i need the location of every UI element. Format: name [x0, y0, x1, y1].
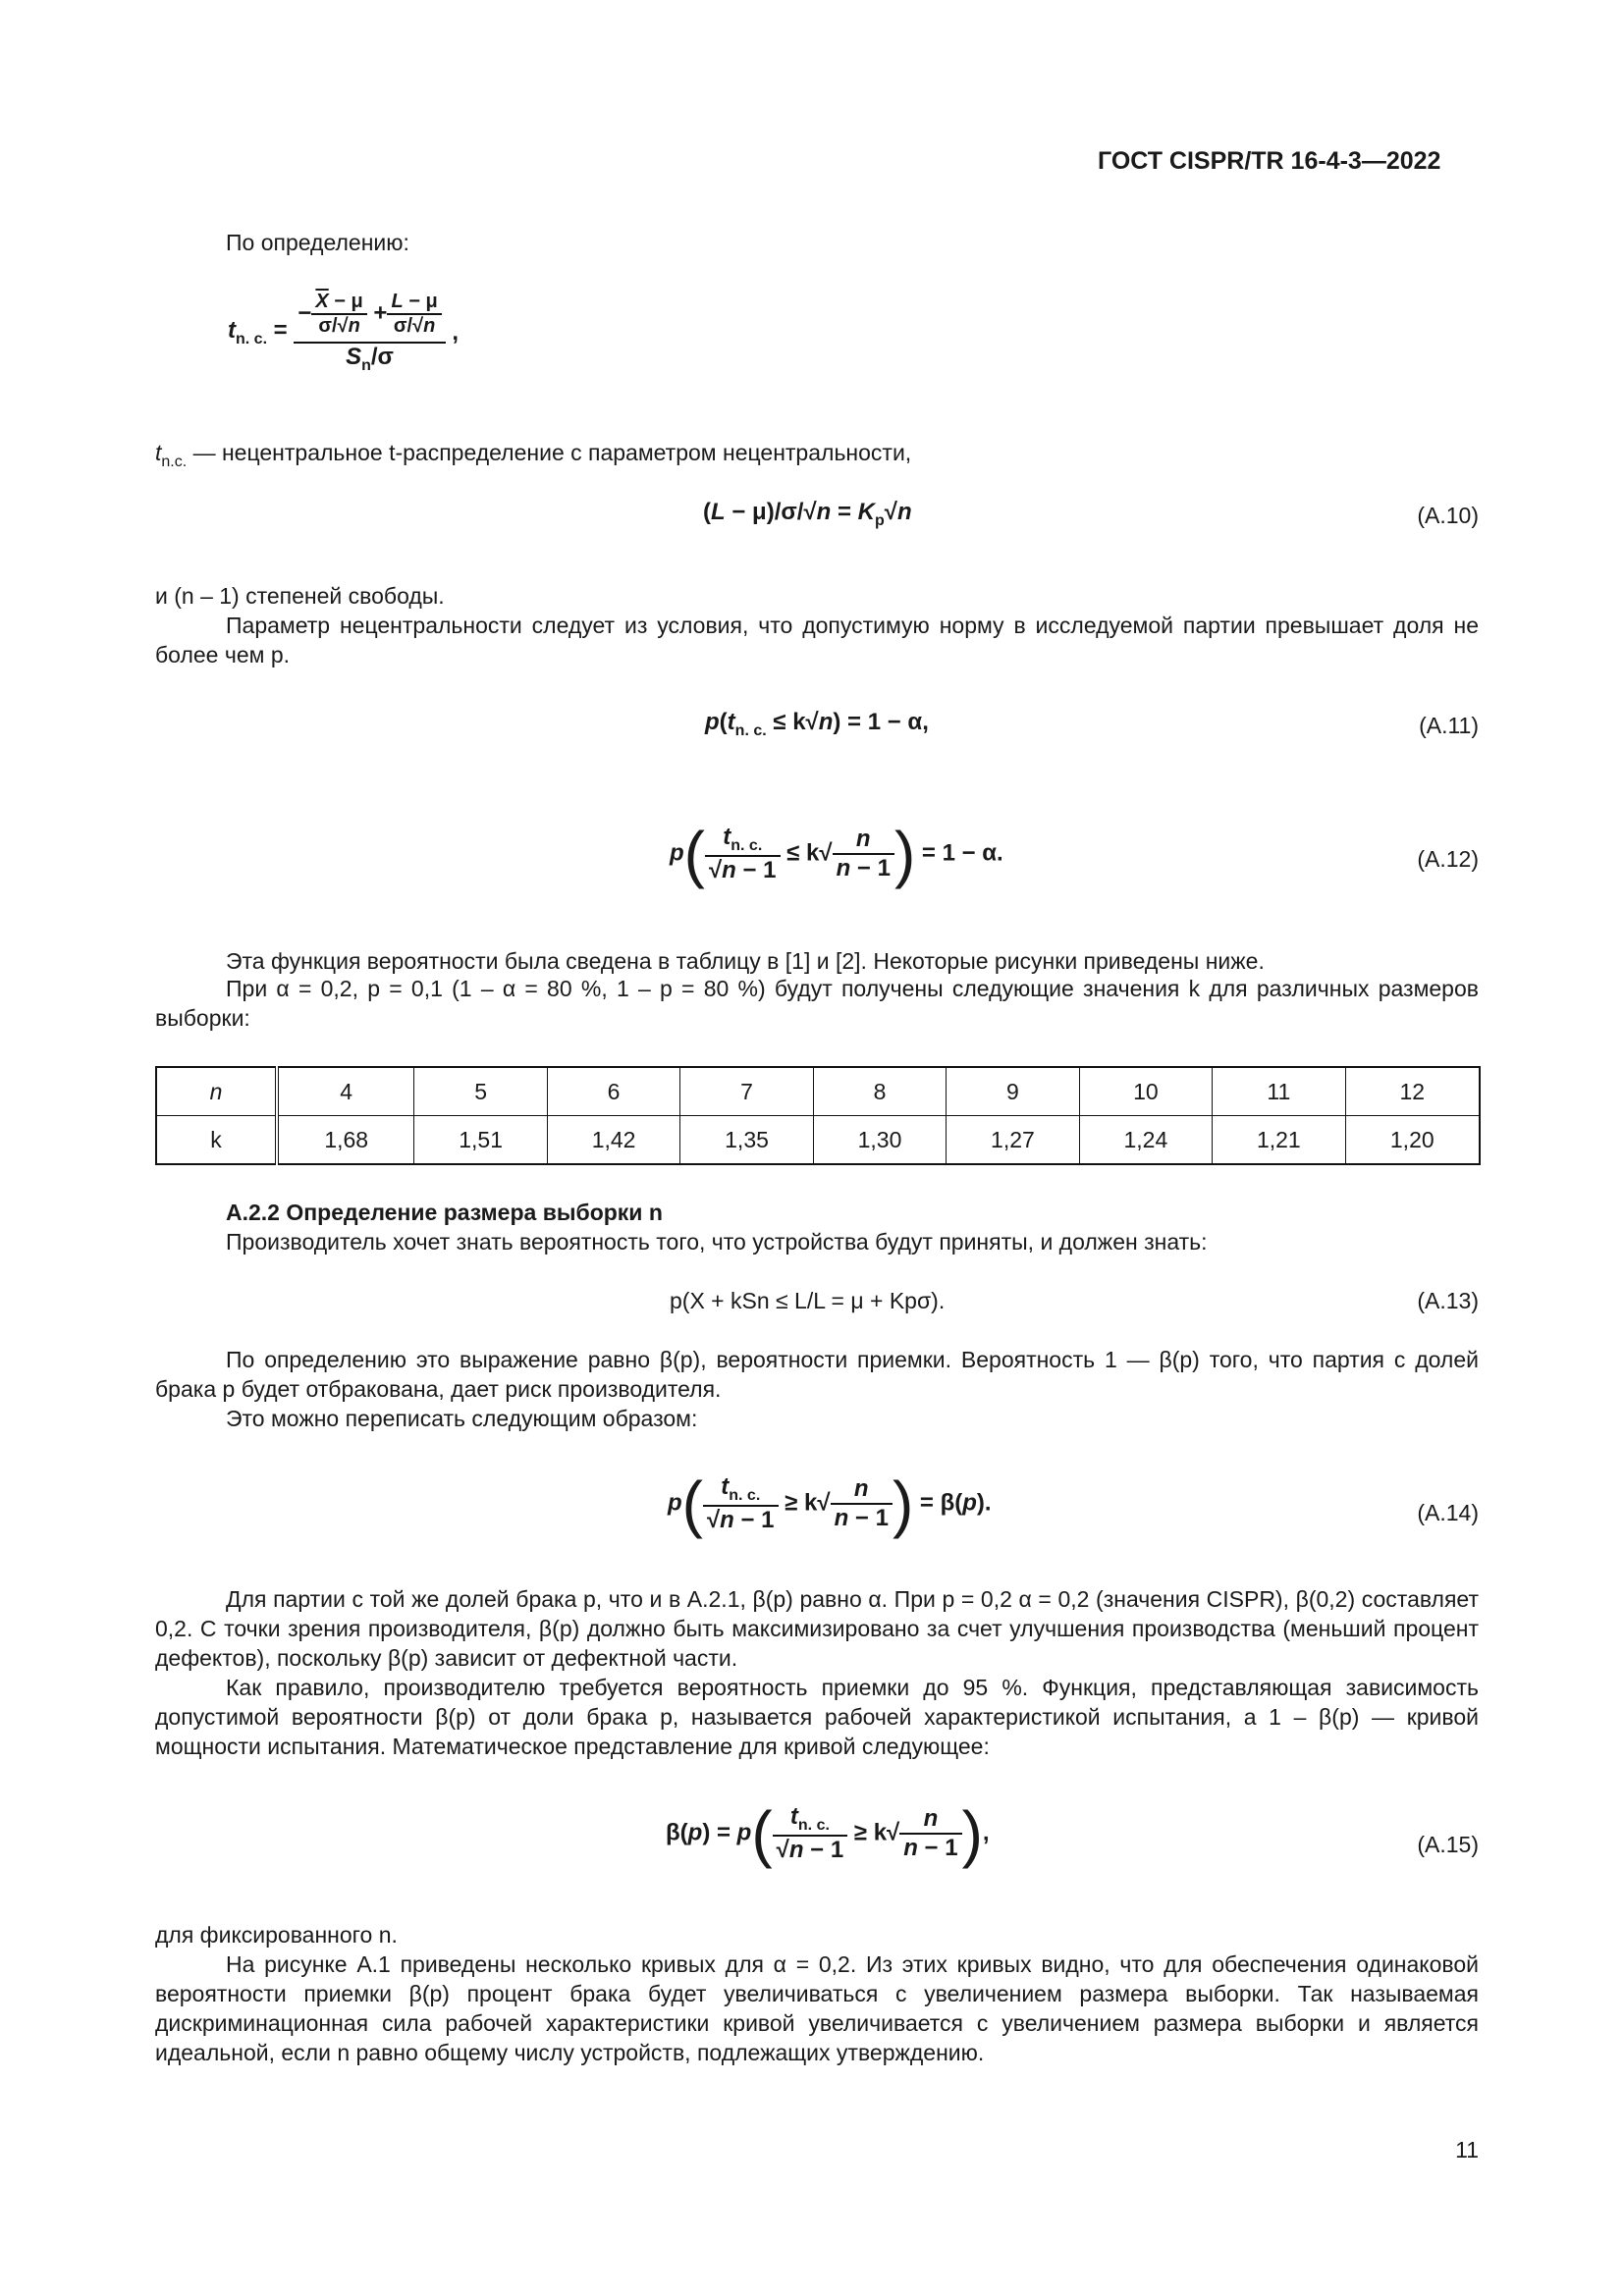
- section-title: А.2.2 Определение размера выборки n: [226, 1200, 663, 1225]
- equation-number-a12: (A.12): [1417, 846, 1479, 872]
- table-cell: 6: [547, 1067, 679, 1116]
- same-defect-paragraph: Для партии с той же долей брака p, что и в А.2.1, β(p) равно α. При p = 0,2 α = 0,2 (значения CISPR), β(0,2) составляет 0,2. С точки зрения производителя, β(p) должно быть максимизировано за счет улучшения производства (меньший процент дефектов), поскольку β(p) зависит от дефектной части.: [155, 1586, 1479, 1671]
- table-cell: 8: [813, 1067, 946, 1116]
- table-cell: 11: [1213, 1067, 1345, 1116]
- table-cell: 1,51: [414, 1116, 547, 1165]
- section-paragraph-1: Производитель хочет знать вероятность того, что устройства будут приняты, и должен знать:: [226, 1229, 1208, 1255]
- table-cell: 1,24: [1079, 1116, 1212, 1165]
- equation-number-a10: (A.10): [1417, 503, 1479, 528]
- table-intro-2: При α = 0,2, p = 0,1 (1 – α = 80 %, 1 – p = 80 %) будут получены следующие значения k для различных размеров выборки:: [155, 976, 1479, 1031]
- table-cell: n: [156, 1067, 277, 1116]
- equation-number-a13: (A.13): [1417, 1288, 1479, 1313]
- formula-a15: β(p) = p( $\frac{t_{n. c.}}{√n - 1}$ ≥ k√ $\frac{n}{n - 1}$ ),: [666, 1798, 990, 1869]
- table-cell: 1,21: [1213, 1116, 1345, 1165]
- table-cell: 7: [680, 1067, 813, 1116]
- table-cell: 12: [1345, 1067, 1480, 1116]
- formula-a11: $p(t_{n. c.} \le k√n) = 1 - \alpha$,: [705, 709, 929, 739]
- table-row: [156, 1116, 1480, 1165]
- formula-a12: p( $\frac{t_{n. c.}}{√n - 1}$ ≤ k√ $\frac{n}{n - 1}$ ) = 1 − α.: [670, 819, 1003, 889]
- table-intro-1: Эта функция вероятности была сведена в таблицу в [1] и [2]. Некоторые рисунки приведены ниже.: [226, 948, 1265, 974]
- rule-paragraph: Как правило, производителю требуется вероятность приемки до 95 %. Функция, представляющая зависимость допустимой вероятности β(p) от доли брака p, называется рабочей характеристикой испытания, а 1 – β(p) — кривой мощности испытания. Математическое представление для кривой следующее:: [155, 1675, 1479, 1759]
- by-definition-text: По определению:: [226, 230, 409, 255]
- formula-a14: p( $\frac{t_{n. c.}}{√n - 1}$ ≥ k√ $\frac{n}{n - 1}$ ) = β(p).: [668, 1468, 992, 1539]
- equation-number-a15: (A.15): [1417, 1832, 1479, 1857]
- figure-paragraph: На рисунке А.1 приведены несколько кривых для α = 0,2. Из этих кривых видно, что для обеспечения одинаковой вероятности приемки β(p) процент брака будет увеличиваться с увеличением размера выборки. Так называемая дискриминационная сила рабочей характеристики кривой увеличивается с увеличением размера выборки и является идеальной, если n равно общему числу устройств, подлежащих утверждению.: [155, 1951, 1479, 2065]
- rewrite-text: Это можно переписать следующим образом:: [226, 1406, 698, 1431]
- table-cell: 1,30: [813, 1116, 946, 1165]
- parameter-paragraph: Параметр нецентральности следует из условия, что допустимую норму в исследуемой партии превышает доля не более чем p.: [155, 613, 1479, 667]
- equation-number-a14: (A.14): [1417, 1500, 1479, 1525]
- formula-a13: p(X + kSn ≤ L/L = μ + Kpσ).: [670, 1288, 946, 1313]
- page-number: 11: [1455, 2137, 1479, 2163]
- table-cell: 4: [277, 1067, 414, 1116]
- beta-paragraph: По определению это выражение равно β(p), вероятности приемки. Вероятность 1 — β(p) того, что партия с долей брака p будет отбракована, дает риск производителя.: [155, 1347, 1479, 1402]
- freedom-text: и (n – 1) степеней свободы.: [155, 583, 445, 609]
- table-cell: 5: [414, 1067, 547, 1116]
- table-cell: 1,20: [1345, 1116, 1480, 1165]
- formula-tnc-definition: $t_{n. c.}$ = − $\frac{\overline{X} - \mu}{\sigma/√n}$ + $\frac{L - \mu}{\sigma/√n}$ $S_n/\sigma$ ,: [228, 291, 460, 374]
- tnc-description: $t_{n.c.}$ — нецентральное t-распределение с параметром нецентральности,: [155, 440, 912, 470]
- table-cell: 1,42: [547, 1116, 679, 1165]
- table-cell: 1,35: [680, 1116, 813, 1165]
- table-cell: 10: [1079, 1067, 1212, 1116]
- table-cell: k: [156, 1116, 277, 1165]
- equation-number-a11: (A.11): [1419, 713, 1479, 738]
- formula-a10: $(L - \mu)/\sigma/√n = K_p√n$: [703, 499, 912, 529]
- k-values-table: [155, 1066, 1481, 1165]
- document-header: ГОСТ CISPR/TR 16-4-3—2022: [1098, 147, 1441, 175]
- fixed-n-text: для фиксированного n.: [155, 1922, 398, 1948]
- table-cell: 1,27: [947, 1116, 1079, 1165]
- table-cell: 9: [947, 1067, 1079, 1116]
- table-row: [156, 1067, 1480, 1116]
- table-cell: 1,68: [277, 1116, 414, 1165]
